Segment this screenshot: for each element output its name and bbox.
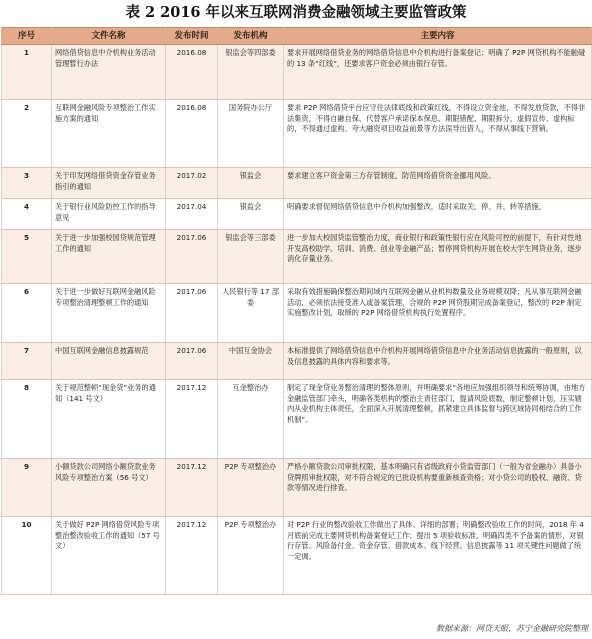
row-document-name: 关于规范整顿“现金贷”业务的通知（141 号文） (52, 380, 166, 459)
row-publisher: 互金整治办 (218, 380, 284, 459)
row-main-content: 对 P2P 行业的整改验收工作做出了具体、详细的部署；明确整改验收工作的时间，2018 年 4 月底前完成主要网贷机构备案登记工作；提出 5 项验收标准，明确四类不予备案的情形，对银行存管、风险备付金、资金存管、借款成本、线下经营、信息披露等 11 项关键性问题做了统一定调。 (284, 517, 592, 595)
row-publish-time: 2017.12 (166, 380, 218, 459)
row-number: 8 (2, 380, 52, 459)
row-publish-time: 2017.04 (166, 199, 218, 230)
row-publisher: 银监会等三部委 (218, 230, 284, 284)
row-number: 1 (2, 45, 52, 100)
row-number: 6 (2, 284, 52, 343)
table-row (2, 100, 592, 168)
row-number: 3 (2, 168, 52, 199)
row-publisher: 国务院办公厅 (218, 100, 284, 168)
row-publisher: 银监会等四部委 (218, 45, 284, 100)
row-main-content: 明确要求督促网络借贷信息中介机构加强整改，适时采取关、停、并、转等措施。 (284, 199, 592, 230)
row-publisher: P2P 专项整治办 (218, 517, 284, 595)
row-publisher: P2P 专项整治办 (218, 459, 284, 517)
row-document-name: 关于银行业风险防控工作的指导意见 (52, 199, 166, 230)
row-number: 9 (2, 459, 52, 517)
row-number: 4 (2, 199, 52, 230)
row-document-name: 中国互联网金融信息披露规范 (52, 343, 166, 380)
row-publish-time: 2017.12 (166, 459, 218, 517)
row-main-content: 制定了现金贷业务整治清理的整体原则，并明确要求“各地应加强组织领导和统筹协调，由地方金融监管部门牵头，明确各类机构的整治主责任部门，提请风险底数，制定整顿计划，压实辖内从业机构主体责任，全面深入开展清理整顿，抓紧建立具体监督与跨区域协同相结合的工作机制”。 (284, 380, 592, 459)
header-content: 主要内容 (284, 28, 592, 45)
row-document-name: 互联网金融风险专项整治工作实施方案的通知 (52, 100, 166, 168)
row-publish-time: 2017.02 (166, 168, 218, 199)
table-row (2, 517, 592, 595)
row-document-name: 网络借贷信息中介机构业务活动管理暂行办法 (52, 45, 166, 100)
row-document-name: 关于印发网络借贷资金存管业务指引的通知 (52, 168, 166, 199)
table-row (2, 380, 592, 459)
row-main-content: 要求 P2P 网络借贷平台应守住法律底线和政策红线，不得设立资金池，不得发放贷款，不得非法集资，不得自融自保、代替客户承诺保本保息、期限错配、期限拆分、虚假宣传、虚构标的，不得通过虚构、夸大融资项目收益前景等方法误导出借人，不得从事线下营销。 (284, 100, 592, 168)
table-row (2, 230, 592, 284)
row-main-content: 采取有效措施确保整治期间域内互联网金融从业机构数量及业务规模双降；凡从事互联网金融活动，必须依法接受准入或备案管理，合规的 P2P 网贷股期完成备案登记，整改的 P2P 制定实施整改计划，取缔的 P2P 网络借贷机构执行处置程序。 (284, 284, 592, 343)
header-no: 序号 (2, 28, 52, 45)
row-publisher: 中国互金协会 (218, 343, 284, 380)
row-number: 5 (2, 230, 52, 284)
table-row (2, 45, 592, 100)
table-header-row (2, 28, 592, 45)
table-row (2, 168, 592, 199)
row-main-content: 进一步加大校园贷监管整治力度，商业银行和政策性银行应在风险可控的前提下，有针对性地开发高校助学、培训、消费、创业等金融产品；暂停网贷机构开展在校大学生网贷业务，逐步消化存量业务。 (284, 230, 592, 284)
row-main-content: 严格小额贷款公司审批权限，基本明确只有省级政府小贷监管部门（一般为省金融办）具备小贷牌照审批权限，对不符合规定的已批设机构要重新核查资格；对小贷公司的股权、融资、贷款等情况进行排查。 (284, 459, 592, 517)
row-publish-time: 2016.08 (166, 100, 218, 168)
row-publisher: 银监会 (218, 199, 284, 230)
row-main-content: 要求建立客户资金第三方存管制度，防范网络借贷资金挪用风险。 (284, 168, 592, 199)
row-publish-time: 2016.08 (166, 45, 218, 100)
header-org: 发布机构 (218, 28, 284, 45)
row-document-name: 关于进一步加强校园贷规范管理工作的通知 (52, 230, 166, 284)
row-publish-time: 2017.12 (166, 517, 218, 595)
row-number: 10 (2, 517, 52, 595)
table-row (2, 343, 592, 380)
row-document-name: 小额贷款公司网络小额贷款业务风险专项整治方案（56 号文） (52, 459, 166, 517)
row-publish-time: 2017.06 (166, 230, 218, 284)
table-title: 表 2 2016 年以来互联网消费金融领域主要监管政策 (125, 4, 467, 21)
table-row (2, 459, 592, 517)
row-main-content: 要求开展网络借贷业务的网络借贷信息中介机构进行备案登记；明确了 P2P 网贷机构不能触碰的 13 条“红线”，还要求客户资金必须由银行存管。 (284, 45, 592, 100)
policy-table (1, 27, 592, 595)
row-document-name: 关于做好 P2P 网络借贷风险专项整治整改验收工作的通知（57 号文） (52, 517, 166, 595)
header-name: 文件名称 (52, 28, 166, 45)
row-number: 7 (2, 343, 52, 380)
row-publish-time: 2017.06 (166, 284, 218, 343)
row-main-content: 本标准提供了网络借贷信息中介机构开展网络借贷信息中介业务活动信息披露的一般原则，以及信息披露的具体内容和要求等。 (284, 343, 592, 380)
row-publisher: 银监会 (218, 168, 284, 199)
table-row (2, 284, 592, 343)
header-time: 发布时间 (166, 28, 218, 45)
row-document-name: 关于进一步做好互联网金融风险专项整治清理整顿工作的通知 (52, 284, 166, 343)
row-publish-time: 2017.06 (166, 343, 218, 380)
row-number: 2 (2, 100, 52, 168)
data-source-note: 数据来源：网贷天眼，苏宁金融研究院整理 (436, 624, 588, 633)
row-publisher: 人民银行等 17 部委 (218, 284, 284, 343)
table-row (2, 199, 592, 230)
